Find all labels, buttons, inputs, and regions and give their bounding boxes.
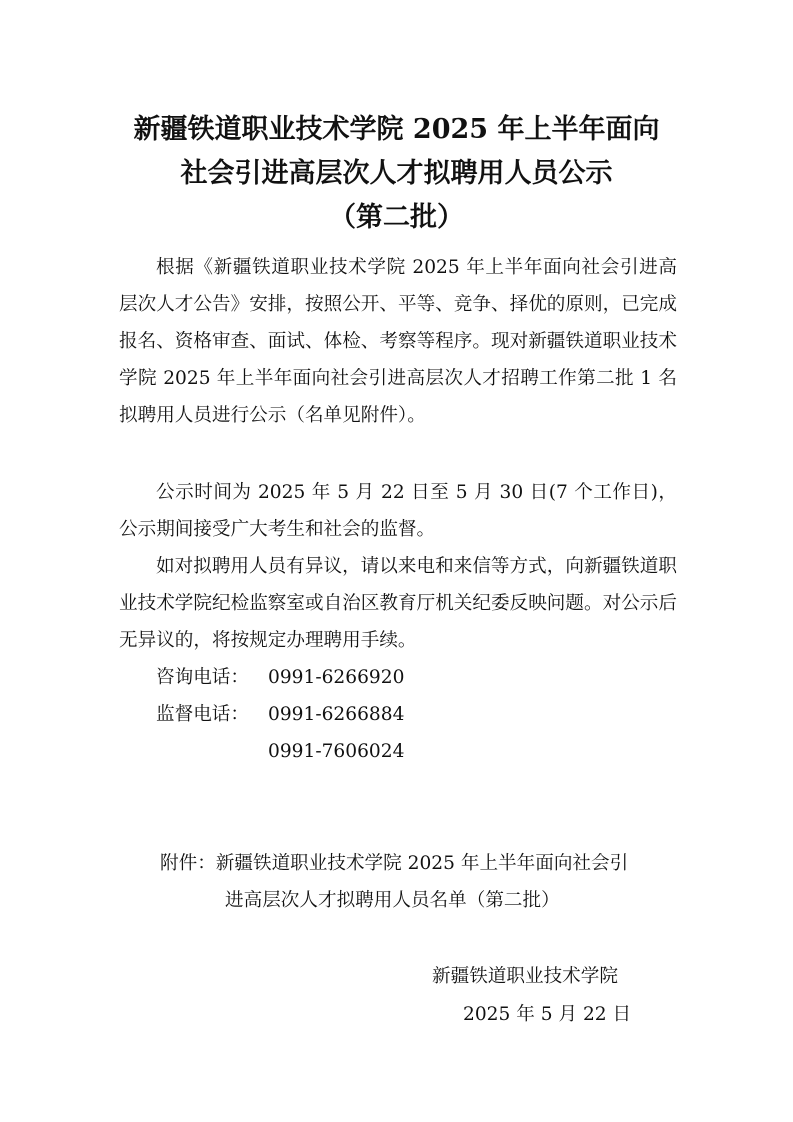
- consult-phone-number: 0991-6266920: [268, 667, 405, 688]
- supervise-phone-number-1: 0991-6266884: [268, 704, 405, 725]
- attachment-line-2: 进高层次人才拟聘用人员名单（第二批）: [225, 890, 560, 911]
- supervise-phone-label: 监督电话：: [156, 704, 249, 725]
- document-title-line-3: （第二批）: [329, 202, 464, 233]
- supervise-contact-row-2: [268, 733, 404, 770]
- signature-organization: 新疆铁道职业技术学院: [432, 966, 618, 987]
- supervise-contact-row: [156, 696, 404, 733]
- body-paragraph-objection: 如对拟聘用人员有异议，请以来电和来信等方式，向新疆铁道职业技术学院纪检监察室或自治区教育厅机关纪委反映问题。对公示后无异议的，将按规定办理聘用手续。: [119, 556, 677, 651]
- document-title-line-1: 新疆铁道职业技术学院 2025 年上半年面向: [133, 114, 660, 145]
- supervise-phone-number-2: 0991-7606024: [268, 741, 405, 762]
- signature-date: 2025 年 5 月 22 日: [463, 1004, 632, 1025]
- consult-phone-label: 咨询电话：: [156, 667, 249, 688]
- attachment-line-1: 附件：新疆铁道职业技术学院 2025 年上半年面向社会引: [160, 853, 629, 874]
- consult-contact-row: [156, 659, 404, 696]
- body-paragraph-background: 根据《新疆铁道职业技术学院 2025 年上半年面向社会引进高层次人才公告》安排，按照公开、平等、竞争、择优的原则，已完成报名、资格审查、面试、体检、考察等程序。现对新疆铁道职业技术学院 2025 年上半年面向社会引进高层次人才招聘工作第二批 1 名拟聘用人员进行公示（名单见附件）。: [119, 257, 677, 426]
- document-title-line-2: 社会引进高层次人才拟聘用人员公示: [180, 158, 613, 189]
- body-paragraph-period: 公示时间为 2025 年 5 月 22 日至 5 月 30 日(7 个工作日)，公示期间接受广大考生和社会的监督。: [119, 482, 677, 540]
